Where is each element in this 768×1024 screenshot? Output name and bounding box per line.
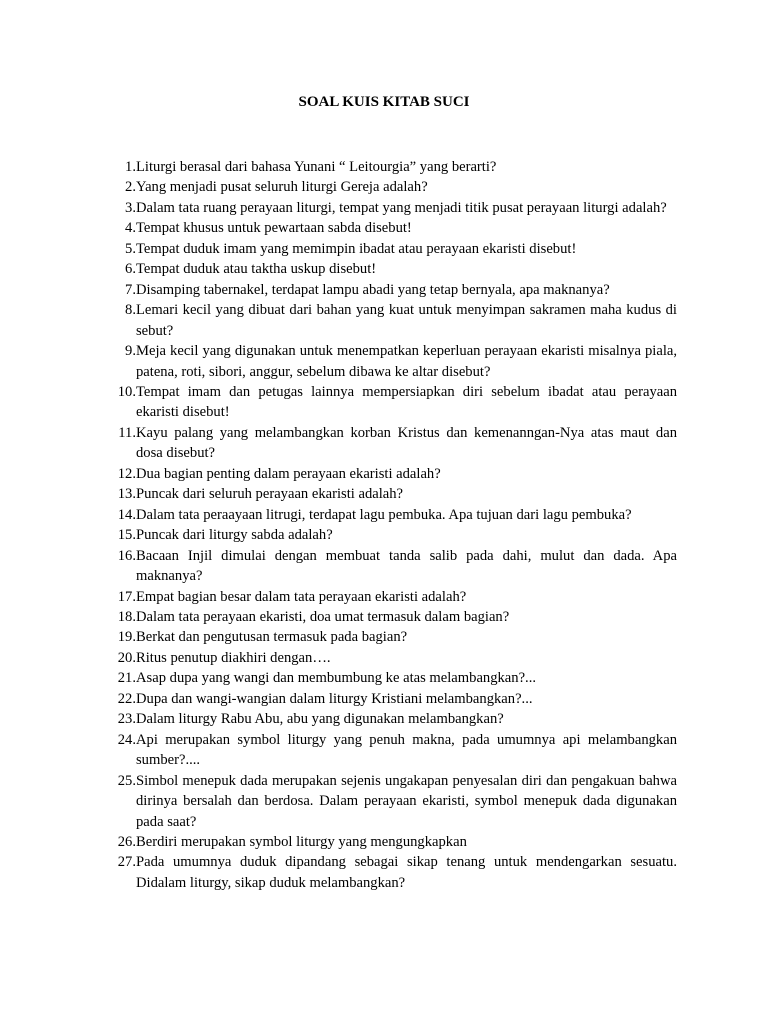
question-number: 18. bbox=[117, 608, 136, 625]
question-number: 4. bbox=[125, 220, 136, 237]
question-number: 22. bbox=[117, 690, 136, 707]
question-number: 23. bbox=[117, 711, 136, 728]
question-text: Tempat imam dan petugas lainnya mempersiapkan diri sebelum ibadat atau perayaan ekaristi disebut! bbox=[136, 383, 677, 421]
question-text: Yang menjadi pusat seluruh liturgi Gereja adalah? bbox=[136, 179, 428, 196]
question-text: Puncak dari liturgy sabda adalah? bbox=[136, 527, 333, 544]
question-text: Kayu palang yang melambangkan korban Kristus dan kemenanngan-Nya atas maut dan dosa disebut? bbox=[136, 424, 677, 462]
question-number: 9. bbox=[125, 343, 136, 360]
question-text: Dua bagian penting dalam perayaan ekaristi adalah? bbox=[136, 465, 441, 482]
question-item bbox=[106, 607, 677, 627]
question-number: 8. bbox=[125, 302, 136, 319]
question-item bbox=[106, 300, 677, 341]
question-item bbox=[106, 832, 677, 852]
question-number: 15. bbox=[117, 527, 136, 544]
question-item bbox=[106, 709, 677, 729]
question-item bbox=[106, 505, 677, 525]
question-number: 10. bbox=[117, 383, 136, 400]
question-item bbox=[106, 771, 677, 832]
document-title: SOAL KUIS KITAB SUCI bbox=[298, 94, 470, 110]
question-item bbox=[106, 341, 677, 382]
question-number: 6. bbox=[125, 261, 136, 278]
question-item bbox=[106, 689, 677, 709]
question-number: 14. bbox=[117, 506, 136, 523]
question-number: 25. bbox=[117, 772, 136, 789]
question-number: 17. bbox=[117, 588, 136, 605]
question-item bbox=[106, 546, 677, 587]
question-text: Tempat duduk imam yang memimpin ibadat atau perayaan ekaristi disebut! bbox=[136, 240, 577, 257]
question-number: 7. bbox=[125, 281, 136, 298]
question-number: 21. bbox=[117, 670, 136, 687]
question-item bbox=[106, 587, 677, 607]
question-text: Pada umumnya duduk dipandang sebagai sikap tenang untuk mendengarkan sesuatu. Didalam liturgy, sikap duduk melambangkan? bbox=[136, 854, 677, 891]
question-number: 3. bbox=[125, 199, 136, 216]
question-number: 16. bbox=[117, 547, 136, 564]
question-text: Dalam tata ruang perayaan liturgi, tempat yang menjadi titik pusat perayaan liturgi adalah? bbox=[136, 199, 667, 216]
question-text: Simbol menepuk dada merupakan sejenis ungakapan penyesalan diri dan pengakuan bahwa dirinya bersalah dan berdosa. Dalam perayaan ekaristi, symbol menepuk dada digunakan pada saat? bbox=[136, 772, 677, 830]
question-number: 2. bbox=[125, 179, 136, 196]
question-item bbox=[106, 239, 677, 259]
question-item bbox=[106, 525, 677, 545]
question-text: Meja kecil yang digunakan untuk menempatkan keperluan perayaan ekaristi misalnya piala, patena, roti, sibori, anggur, sebelum dibawa ke altar disebut? bbox=[136, 343, 677, 380]
question-text: Tempat duduk atau taktha uskup disebut! bbox=[136, 261, 377, 278]
question-item bbox=[106, 423, 677, 464]
question-item bbox=[106, 464, 677, 484]
question-text: Dalam tata perayaan ekaristi, doa umat termasuk dalam bagian? bbox=[136, 608, 510, 625]
question-item bbox=[106, 280, 677, 300]
question-item bbox=[106, 218, 677, 238]
question-text: Asap dupa yang wangi dan membumbung ke atas melambangkan?... bbox=[136, 670, 537, 687]
question-item bbox=[106, 627, 677, 647]
question-number: 12. bbox=[117, 465, 136, 482]
question-item bbox=[106, 382, 677, 423]
question-item bbox=[106, 157, 677, 177]
question-text: Dalam liturgy Rabu Abu, abu yang digunakan melambangkan? bbox=[136, 711, 504, 728]
question-number: 20. bbox=[117, 649, 136, 666]
question-text: Puncak dari seluruh perayaan ekaristi adalah? bbox=[136, 486, 404, 503]
question-item bbox=[106, 852, 677, 893]
question-item bbox=[106, 198, 677, 218]
question-number: 13. bbox=[117, 486, 136, 503]
question-text: Lemari kecil yang dibuat dari bahan yang kuat untuk menyimpan sakramen maha kudus di sebut? bbox=[136, 302, 677, 339]
question-item bbox=[106, 648, 677, 668]
question-text: Tempat khusus untuk pewartaan sabda disebut! bbox=[136, 220, 412, 237]
question-text: Liturgi berasal dari bahasa Yunani “ Leitourgia” yang berarti? bbox=[136, 159, 497, 175]
question-text: Disamping tabernakel, terdapat lampu abadi yang tetap bernyala, apa maknanya? bbox=[136, 281, 610, 298]
question-number: 5. bbox=[125, 240, 136, 257]
question-number: 24. bbox=[117, 731, 136, 748]
question-text: Dupa dan wangi-wangian dalam liturgy Kristiani melambangkan?... bbox=[136, 690, 533, 707]
question-item bbox=[106, 730, 677, 771]
question-item bbox=[106, 177, 677, 197]
question-number: 26. bbox=[117, 833, 136, 850]
question-item bbox=[106, 259, 677, 279]
question-text: Empat bagian besar dalam tata perayaan ekaristi adalah? bbox=[136, 588, 467, 605]
question-list bbox=[106, 157, 677, 893]
question-text: Api merupakan symbol liturgy yang penuh makna, pada umumnya api melambangkan sumber?.... bbox=[136, 731, 677, 769]
question-text: Berdiri merupakan symbol liturgy yang mengungkapkan bbox=[136, 833, 467, 850]
question-text: Bacaan Injil dimulai dengan membuat tanda salib pada dahi, mulut dan dada. Apa maknanya? bbox=[136, 547, 677, 585]
question-text: Ritus penutup diakhiri dengan…. bbox=[136, 649, 331, 666]
question-number: 11. bbox=[118, 424, 136, 441]
question-number: 1. bbox=[125, 159, 136, 175]
question-number: 27. bbox=[117, 854, 136, 871]
question-item bbox=[106, 484, 677, 504]
question-text: Dalam tata peraayaan litrugi, terdapat lagu pembuka. Apa tujuan dari lagu pembuka? bbox=[136, 506, 632, 523]
question-number: 19. bbox=[117, 629, 136, 646]
question-text: Berkat dan pengutusan termasuk pada bagian? bbox=[136, 629, 408, 646]
question-item bbox=[106, 668, 677, 688]
